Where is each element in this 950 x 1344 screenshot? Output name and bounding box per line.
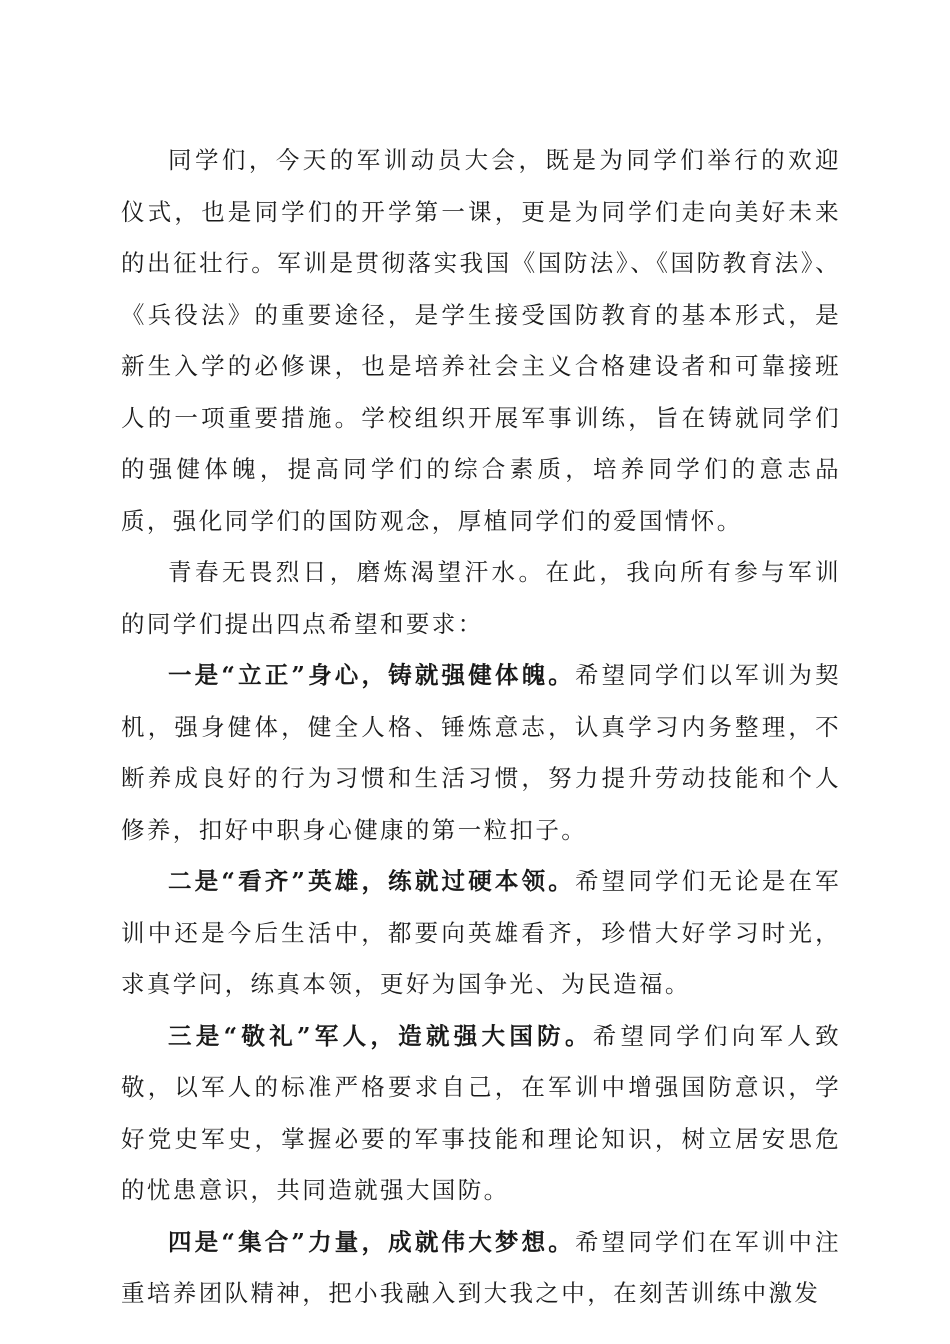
- paragraph-lead: 四是“集合”力量，成就伟大梦想。: [168, 1227, 575, 1256]
- paragraph-point-four: [121, 1217, 841, 1320]
- paragraph-text: 希望同学们以军训为契机，强身健体，健全人格、锤炼意志，认真学习内务整理，不断养成良好的行为习惯和生活习惯，努力提升劳动技能和个人修养，扣好中职身心健康的第一粒扣子。: [121, 661, 842, 844]
- paragraph-text: 同学们，今天的军训动员大会，既是为同学们举行的欢迎仪式，也是同学们的开学第一课，更是为同学们走向美好未来的出征壮行。军训是贯彻落实我国《国防法》、《国防教育法》、《兵役法》的重要途径，是学生接受国防教育的基本形式，是新生入学的必修课，也是培养社会主义合格建设者和可靠接班人的一项重要措施。学校组织开展军事训练，旨在铸就同学们的强健体魄，提高同学们的综合素质，培养同学们的意志品质，强化同学们的国防观念，厚植同学们的爱国情怀。: [121, 146, 841, 535]
- paragraph-lead: 二是“看齐”英雄，练就过硬本领。: [168, 867, 575, 895]
- paragraph-lead: 三是“敬礼”军人，造就强大国防。: [168, 1021, 593, 1050]
- paragraph-text: 青春无畏烈日，磨炼渴望汗水。在此，我向所有参与军训的同学们提出四点希望和要求：: [121, 558, 841, 638]
- paragraph-point-one: [121, 650, 841, 856]
- paragraph-intro: [121, 135, 841, 547]
- document-body: [121, 135, 841, 1320]
- paragraph-point-three: [121, 1011, 841, 1217]
- paragraph-text: 希望同学们无论是在军训中还是今后生活中，都要向英雄看齐，珍惜大好学习时光，求真学问，练真本领，更好为国争光、为民造福。: [121, 867, 842, 998]
- paragraph-text: 希望同学们向军人致敬，以军人的标准严格要求自己，在军训中增强国防意识，学好党史军史，掌握必要的军事技能和理论知识，树立居安思危的忧患意识，共同造就强大国防。: [121, 1021, 842, 1204]
- paragraph-text: 希望同学们在军训中注重培养团队精神，把小我融入到大我之中，在刻苦训练中激发: [121, 1227, 842, 1307]
- paragraph-point-two: [121, 856, 841, 1011]
- paragraph-requirements-intro: [121, 547, 841, 650]
- paragraph-lead: 一是“立正”身心，铸就强健体魄。: [168, 661, 575, 689]
